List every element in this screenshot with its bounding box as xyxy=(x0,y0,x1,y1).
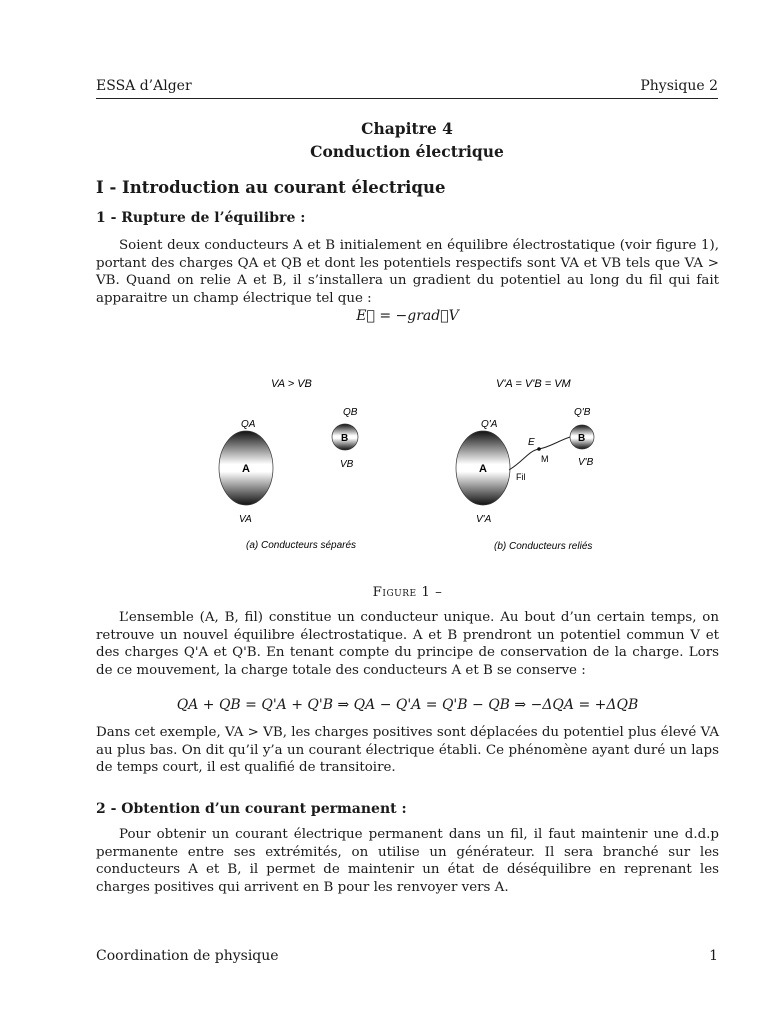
fig-left-label-B: B xyxy=(341,433,349,444)
figure-1-caption: Figure 1 – xyxy=(372,585,443,600)
equation-gradient: E⃗ = −grad⃗V xyxy=(356,308,459,324)
subsection-heading-1: 1 - Rupture de l’équilibre : xyxy=(96,210,306,226)
equation-conservation: QA + QB = Q'A + Q'B ⇒ QA − Q'A = Q'B − QB ⇒ −ΔQA = +ΔQB xyxy=(176,697,639,713)
fig-right-label-QA: Q'A xyxy=(481,419,498,430)
paragraph-example-text: Dans cet exemple, VA > VB, les charges positives sont déplacées du potentiel plus élevé VA au plus bas. On dit qu’il y’a un courant électrique établi. Ce phénomène ayant duré un laps de temps court, il est qualifié de transitoire. xyxy=(96,725,719,775)
header-left: ESSA d’Alger xyxy=(96,78,192,94)
fig-right-label-VB: V'B xyxy=(578,457,594,468)
page-number: 1 xyxy=(709,948,718,964)
fig-right-label-B: B xyxy=(578,433,586,444)
fig-left-label-QB: QB xyxy=(343,407,358,418)
fig-right-label-M: M xyxy=(541,454,549,464)
figure-1 xyxy=(96,365,719,565)
fig-right-point-M xyxy=(537,447,541,451)
section-heading: I - Introduction au courant électrique xyxy=(96,178,446,197)
fig-right-label-VA: V'A xyxy=(476,514,492,525)
running-header xyxy=(96,78,718,99)
fig-right-label-A: A xyxy=(479,463,487,475)
paragraph-ensemble-text: L’ensemble (A, B, fil) constitue un conducteur unique. Au bout d’un certain temps, on retrouve un nouvel équilibre électrostatique. A et B prendront un potentiel commun V et des charges Q'A et Q'B. En tenant compte du principe de conservation de la charge. Lors de ce mouvement, la charge totale des conducteurs A et B se conserve : xyxy=(96,610,719,678)
paragraph-intro-text: Soient deux conducteurs A et B initialement en équilibre électrostatique (voir figure 1), portant des charges QA et QB et dont les potentiels respectifs sont VA et VB tels que VA > VB. Quand on relie A et B, il s’installera un gradient du potentiel au long du fil qui fait apparaitre un champ électrique tel que : xyxy=(96,238,719,306)
figure-1-drawing xyxy=(96,365,719,565)
header-right: Physique 2 xyxy=(640,78,718,94)
chapter-title-block xyxy=(96,117,718,163)
fig-right-wire xyxy=(509,437,570,470)
fig-left-label-VB: VB xyxy=(340,459,354,470)
chapter-name: Conduction électrique xyxy=(310,142,504,161)
fig-right-condition: V'A = V'B = VM xyxy=(496,378,571,390)
fig-left-condition: VA > VB xyxy=(271,378,312,390)
fig-left-caption: (a) Conducteurs séparés xyxy=(246,540,357,551)
fig-right-label-QB: Q'B xyxy=(574,407,591,418)
fig-right-caption: (b) Conducteurs reliés xyxy=(494,541,593,552)
fig-left-label-A: A xyxy=(242,463,250,475)
page-footer xyxy=(96,948,718,964)
chapter-number: Chapitre 4 xyxy=(361,119,453,138)
footer-left: Coordination de physique xyxy=(96,948,279,964)
subsection-heading-2: 2 - Obtention d’un courant permanent : xyxy=(96,801,407,817)
paragraph-ensemble xyxy=(96,609,719,679)
fig-left-label-VA: VA xyxy=(239,514,252,525)
fig-right-label-fil: Fil xyxy=(516,472,526,482)
paragraph-permanent-text: Pour obtenir un courant électrique permanent dans un fil, il faut maintenir une d.d.p permanente entre ses extrémités, on utilise un générateur. Il sera branché sur les conducteurs A et B, il permet de maintenir un état de déséquilibre en reprenant les charges positives qui arrivent en B pour les renvoyer vers A. xyxy=(96,827,719,895)
paragraph-intro xyxy=(96,237,719,307)
paragraph-permanent xyxy=(96,826,719,896)
fig-right-label-E: E xyxy=(528,437,535,448)
paragraph-example xyxy=(96,724,719,777)
fig-left-label-QA: QA xyxy=(241,419,256,430)
